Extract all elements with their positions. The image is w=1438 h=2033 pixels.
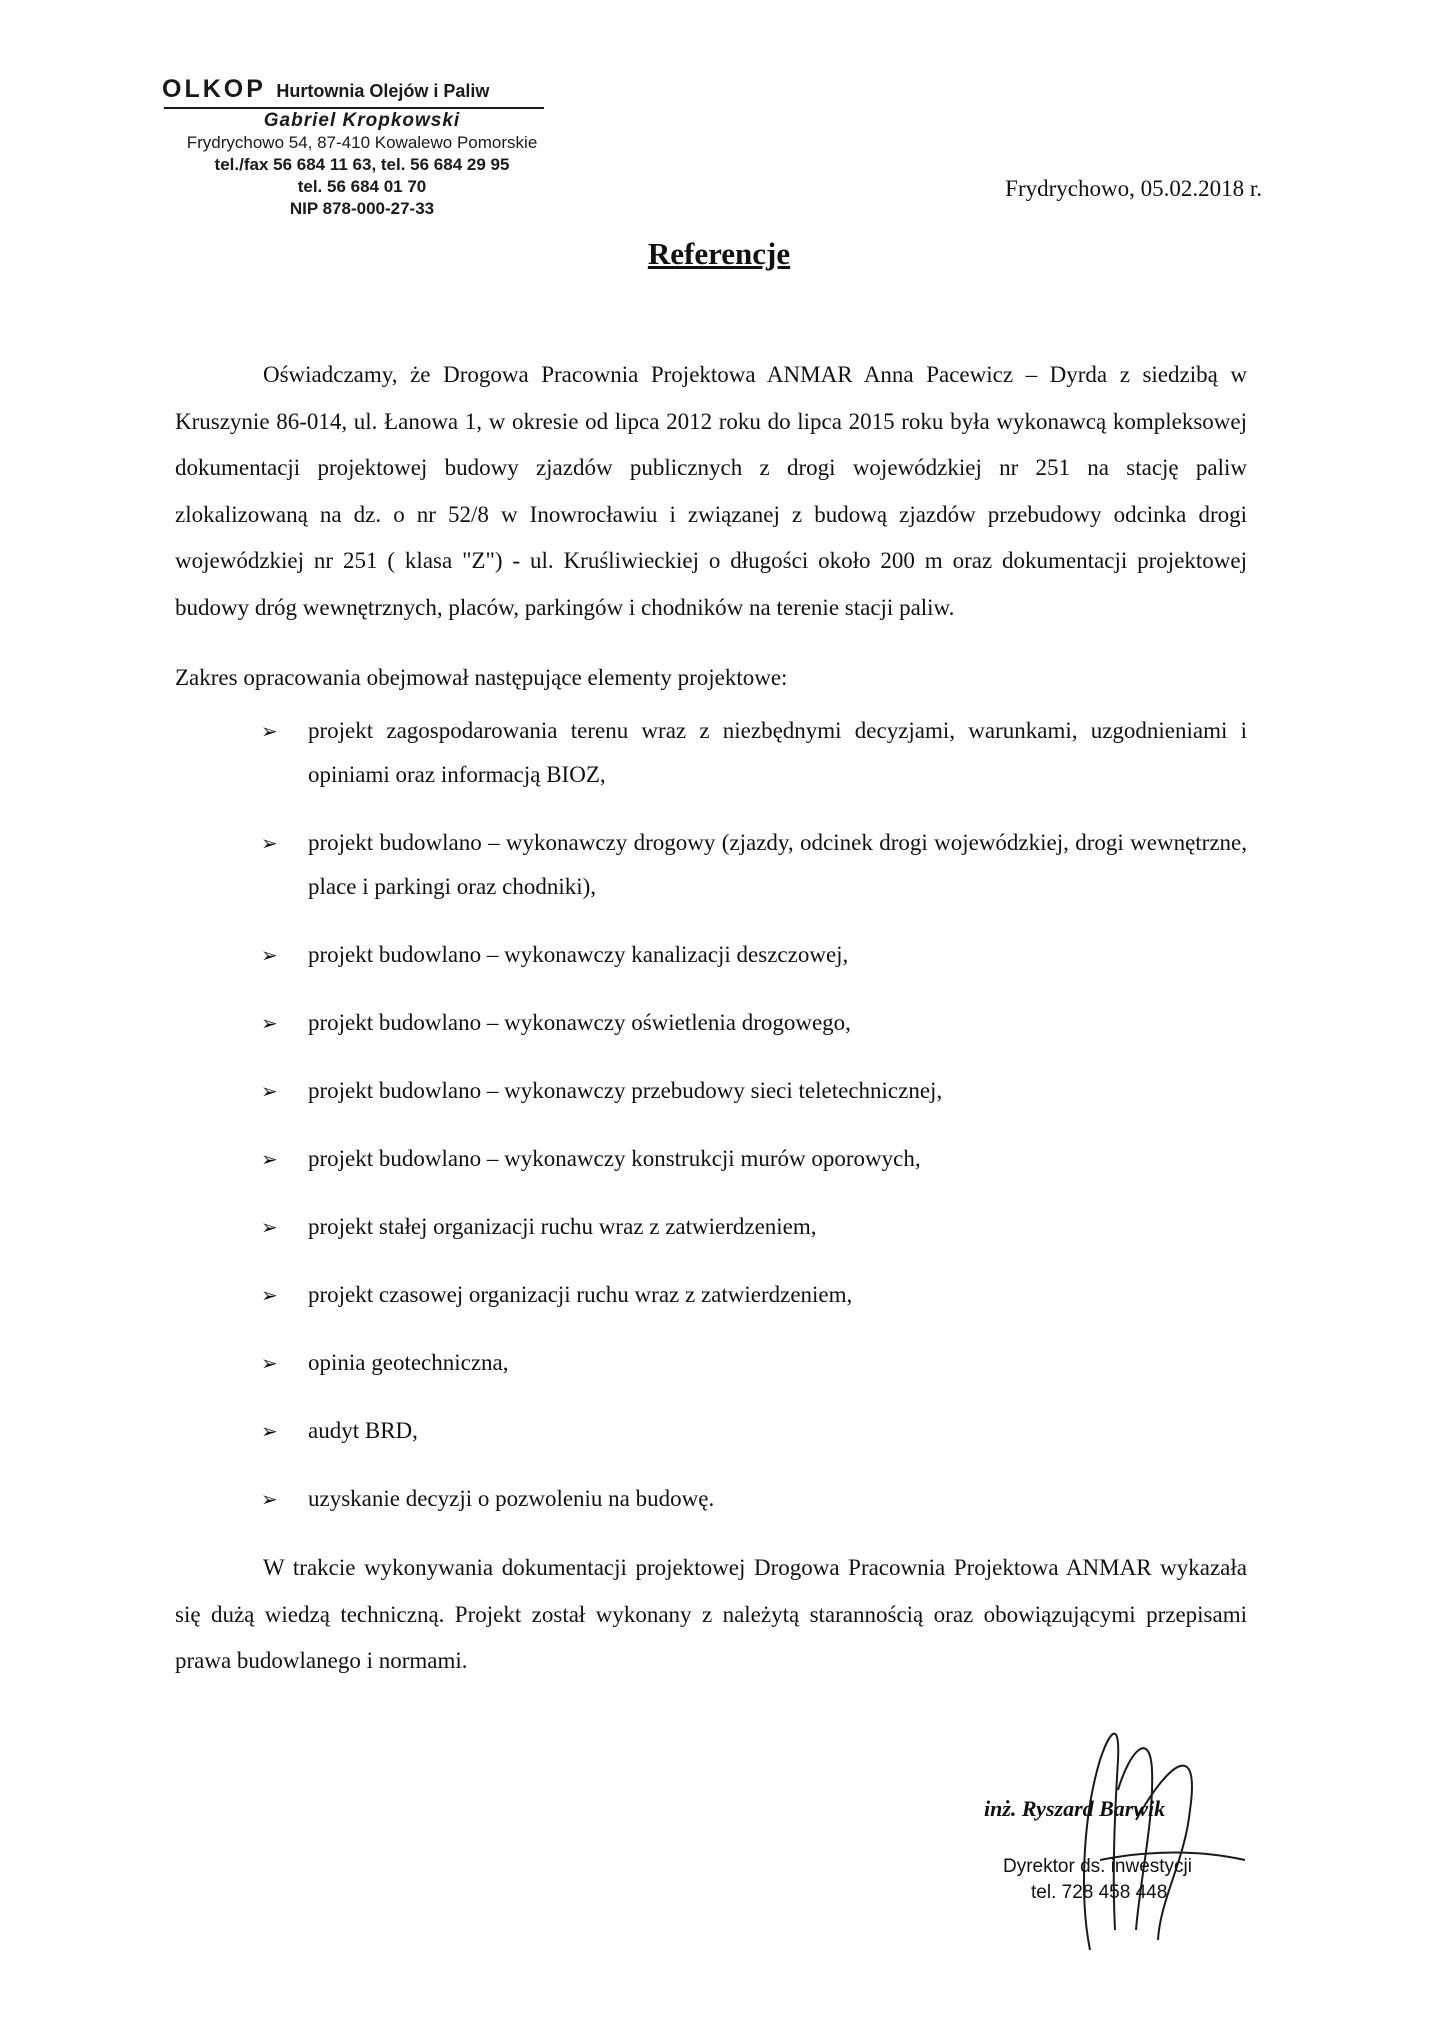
paragraph-closing: W trakcie wykonywania dokumentacji projektowej Drogowa Pracownia Projektowa ANMAR wykazała się dużą wiedzą techniczną. Projekt został wykonany z należytą starannością oraz obowiązującymi przepisami prawa budowlanego i normami.: [175, 1555, 1247, 1673]
arrow-bullet-icon: ➢: [261, 719, 278, 743]
list-item: ➢ projekt budowlano – wykonawczy kanalizacji deszczowej,: [175, 933, 1247, 977]
company-brand: OLKOP: [162, 75, 266, 103]
company-owner: Gabriel Kropkowski: [263, 110, 461, 131]
paragraph-main: Oświadczamy, że Drogowa Pracownia Projektowa ANMAR Anna Pacewicz – Dyrda z siedzibą w Kruszynie 86-014, ul. Łanowa 1, w okresie od lipca 2012 roku do lipca 2015 roku była wykonawcą kompleksowej dokumentacji projektowej budowy zjazdów publicznych z drogi wojewódzkiej nr 251 na stację paliw zlokalizowaną na dz. o nr 52/8 w Inowrocławiu i związanej z budową zjazdów przebudowy odcinka drogi wojewódzkiej nr 251 ( klasa "Z") - ul. Kruśliwieckiej o długości około 200 m oraz dokumentacji projektowej budowy dróg wewnętrznych, placów, parkingów i chodników na terenie stacji paliw.: [175, 362, 1247, 620]
letter-date: Frydrychowo, 05.02.2018 r.: [1005, 176, 1262, 201]
company-phone2: tel. 56 684 01 70: [297, 177, 427, 196]
letter-body: [175, 352, 1247, 1685]
scope-list: [175, 709, 1247, 1521]
handwritten-signature: [1040, 1700, 1280, 1960]
arrow-bullet-icon: ➢: [261, 1283, 278, 1307]
company-firm: Hurtownia Olejów i Paliw: [276, 81, 490, 101]
arrow-bullet-icon: ➢: [261, 943, 278, 967]
list-item: ➢ projekt czasowej organizacji ruchu wraz z zatwierdzeniem,: [175, 1273, 1247, 1317]
company-phone-fax: tel./fax 56 684 11 63, tel. 56 684 29 95: [214, 155, 510, 174]
arrow-bullet-icon: ➢: [261, 1351, 278, 1375]
list-item: ➢ uzyskanie decyzji o pozwoleniu na budowę.: [175, 1477, 1247, 1521]
letter-title: Referencje: [647, 236, 791, 271]
list-item: ➢ projekt budowlano – wykonawczy przebudowy sieci teletechnicznej,: [175, 1069, 1247, 1113]
company-address: Frydrychowo 54, 87-410 Kowalewo Pomorskie: [186, 133, 538, 152]
signatory-phone: tel. 728 458 448: [1031, 1882, 1168, 1903]
stamp-rule: [164, 107, 544, 109]
list-item: ➢ opinia geotechniczna,: [175, 1341, 1247, 1385]
arrow-bullet-icon: ➢: [261, 1011, 278, 1035]
list-item: ➢ projekt zagospodarowania terenu wraz z niezbędnymi decyzjami, warunkami, uzgodnieniami i opiniami oraz informacją BIOZ,: [175, 709, 1247, 797]
arrow-bullet-icon: ➢: [261, 1147, 278, 1171]
arrow-bullet-icon: ➢: [261, 1487, 278, 1511]
list-item: ➢ projekt stałej organizacji ruchu wraz z zatwierdzeniem,: [175, 1205, 1247, 1249]
list-item: ➢ projekt budowlano – wykonawczy konstrukcji murów oporowych,: [175, 1137, 1247, 1181]
list-item: ➢ projekt budowlano – wykonawczy oświetlenia drogowego,: [175, 1001, 1247, 1045]
arrow-bullet-icon: ➢: [261, 1215, 278, 1239]
company-stamp: [162, 76, 562, 220]
arrow-bullet-icon: ➢: [261, 831, 278, 855]
signatory-name: inż. Ryszard Barwik: [984, 1796, 1166, 1821]
scope-intro: Zakres opracowania obejmował następujące elementy projektowe:: [175, 665, 788, 690]
signatory-role: Dyrektor ds. inwestycji: [1003, 1856, 1192, 1877]
arrow-bullet-icon: ➢: [261, 1079, 278, 1103]
arrow-bullet-icon: ➢: [261, 1419, 278, 1443]
list-item: ➢ projekt budowlano – wykonawczy drogowy (zjazdy, odcinek drogi wojewódzkiej, drogi wewnętrzne, place i parkingi oraz chodniki),: [175, 821, 1247, 909]
company-nip: NIP 878-000-27-33: [289, 199, 435, 218]
list-item: ➢ audyt BRD,: [175, 1409, 1247, 1453]
